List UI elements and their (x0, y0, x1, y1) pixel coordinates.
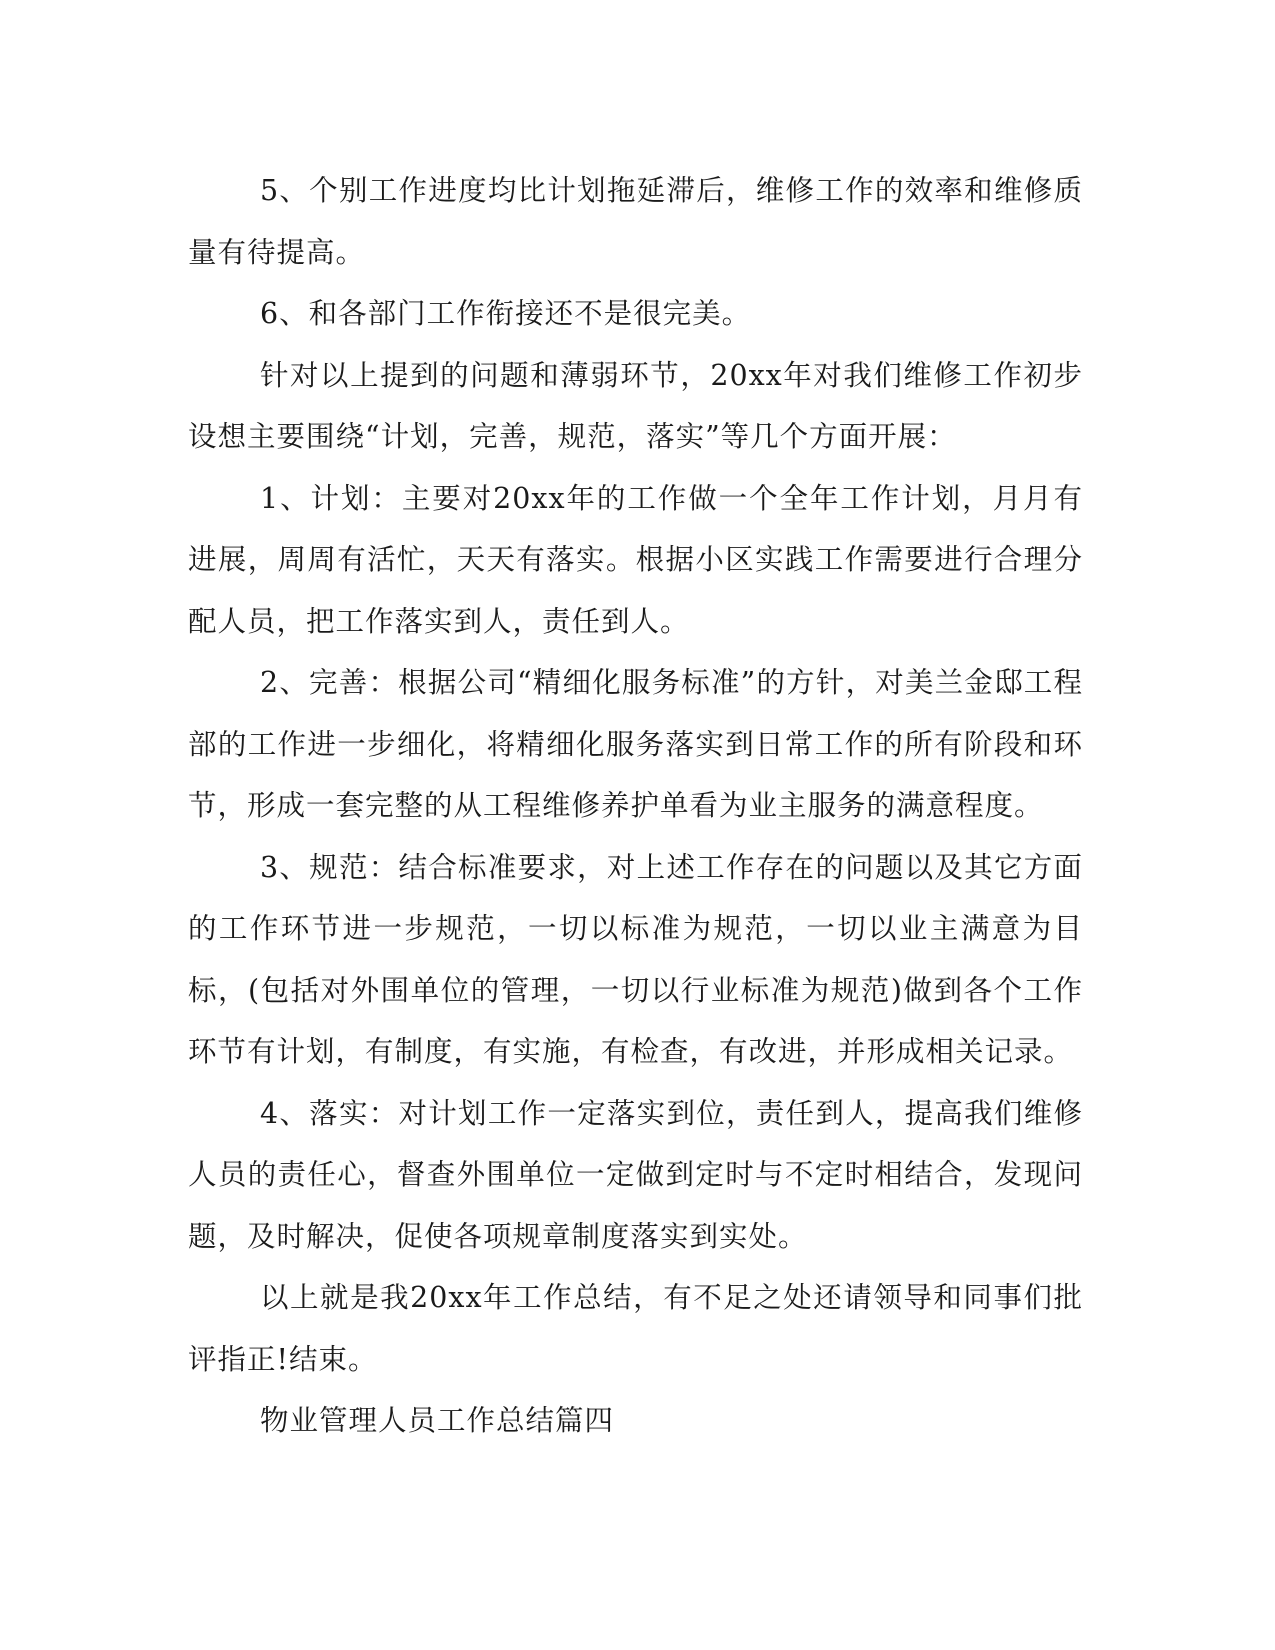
paragraph-improve-2: 2、完善：根据公司“精细化服务标准”的方针，对美兰金邸工程部的工作进一步细化，将精细化服务落实到日常工作的所有阶段和环节，形成一套完整的从工程维修养护单看为业主服务的满意程度。 (188, 666, 1083, 822)
paragraph-item-6-coordination: 6、和各部门工作衔接还不是很完美。 (260, 297, 752, 330)
paragraph-item-5-delays: 5、个别工作进度均比计划拖延滞后，维修工作的效率和维修质量有待提高。 (188, 174, 1083, 269)
document-body (188, 160, 1083, 1452)
paragraph-implement-4: 4、落实：对计划工作一定落实到位，责任到人，提高我们维修人员的责任心，督查外围单位一定做到定时与不定时相结合，发现问题，及时解决，促使各项规章制度落实到实处。 (188, 1096, 1083, 1253)
paragraph-plan-1: 1、计划：主要对20xx年的工作做一个全年工作计划，月月有进展，周周有活忙，天天有落实。根据小区实践工作需要进行合理分配人员，把工作落实到人，责任到人。 (188, 481, 1083, 638)
section-heading: 物业管理人员工作总结篇四 (260, 1404, 615, 1437)
paragraph-plan-intro: 针对以上提到的问题和薄弱环节，20xx年对我们维修工作初步设想主要围绕“计划，完善，规范，落实”等几个方面开展： (188, 358, 1083, 453)
paragraph-conclusion: 以上就是我20xx年工作总结，有不足之处还请领导和同事们批评指正!结束。 (188, 1281, 1083, 1376)
paragraph-standardize-3: 3、规范：结合标准要求，对上述工作存在的问题以及其它方面的工作环节进一步规范，一切以标准为规范，一切以业主满意为目标，(包括对外围单位的管理，一切以行业标准为规范)做到各个工作环节有计划，有制度，有实施，有检查，有改进，并形成相关记录。 (188, 850, 1083, 1068)
